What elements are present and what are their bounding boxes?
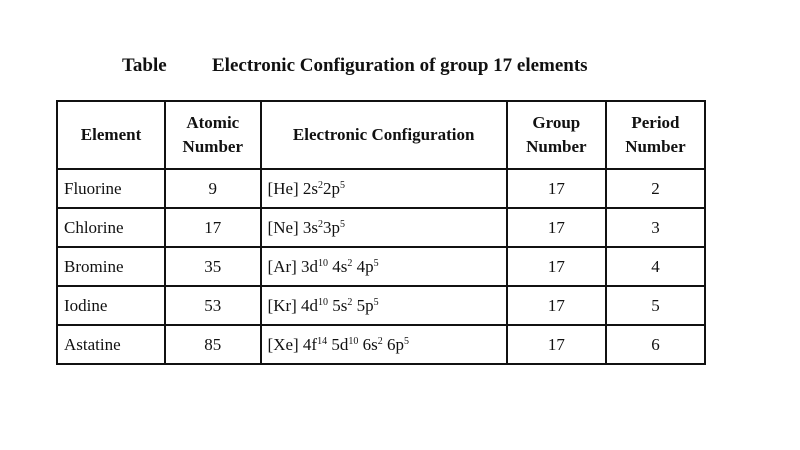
header-atomic-number-line1: Atomic	[186, 113, 240, 132]
configuration-exponent: 5	[403, 335, 409, 347]
header-electronic-configuration: Electronic Configuration	[261, 101, 507, 169]
header-atomic-number-line2: Number	[182, 137, 243, 156]
configuration-exponent: 5	[373, 296, 379, 308]
configuration-orbital: 5d	[327, 334, 349, 354]
cell-atomic-number: 53	[165, 286, 261, 325]
configuration-orbital: 4p	[352, 256, 374, 276]
table-body	[57, 169, 705, 364]
configuration-exponent: 2	[318, 179, 324, 191]
configuration-exponent: 2	[318, 218, 324, 230]
configuration-exponent: 14	[317, 335, 328, 347]
configuration-exponent: 10	[348, 335, 359, 347]
cell-electronic-configuration	[261, 208, 507, 247]
cell-period-number: 5	[606, 286, 705, 325]
cell-atomic-number: 85	[165, 325, 261, 364]
table-row	[57, 325, 705, 364]
table-row	[57, 169, 705, 208]
header-group-number-line1: Group	[532, 113, 581, 132]
header-period-number-line1: Period	[631, 113, 680, 132]
cell-atomic-number: 17	[165, 208, 261, 247]
table-caption	[0, 55, 800, 79]
cell-group-number: 17	[507, 286, 606, 325]
configuration-orbital: [He] 2s	[267, 178, 319, 198]
cell-element: Astatine	[57, 325, 165, 364]
header-period-number	[606, 101, 705, 169]
header-period-number-line2: Number	[625, 137, 686, 156]
cell-group-number: 17	[507, 169, 606, 208]
cell-element: Bromine	[57, 247, 165, 286]
configuration-exponent: 2	[347, 257, 353, 269]
configuration-orbital: 4s	[328, 256, 348, 276]
cell-group-number: 17	[507, 247, 606, 286]
configuration-orbital: 6s	[358, 334, 378, 354]
configuration-orbital: 5s	[328, 295, 348, 315]
configuration-orbital: 6p	[382, 334, 404, 354]
cell-atomic-number: 35	[165, 247, 261, 286]
configuration-text	[268, 218, 346, 237]
cell-element: Chlorine	[57, 208, 165, 247]
cell-electronic-configuration	[261, 286, 507, 325]
configuration-orbital: 5p	[352, 295, 374, 315]
configuration-orbital: [Kr] 4d	[267, 295, 319, 315]
configuration-orbital: 3p	[323, 217, 341, 237]
configuration-exponent: 10	[318, 257, 329, 269]
cell-electronic-configuration	[261, 325, 507, 364]
cell-group-number: 17	[507, 325, 606, 364]
configuration-orbital: [Ne] 3s	[267, 217, 319, 237]
caption-title: Electronic Configuration of group 17 elements	[212, 55, 588, 76]
configuration-exponent: 5	[340, 218, 346, 230]
cell-element: Fluorine	[57, 169, 165, 208]
cell-atomic-number: 9	[165, 169, 261, 208]
cell-electronic-configuration	[261, 169, 507, 208]
table-row	[57, 208, 705, 247]
header-atomic-number	[165, 101, 261, 169]
configuration-text	[268, 179, 346, 198]
header-row	[57, 101, 705, 169]
configuration-exponent: 2	[347, 296, 353, 308]
cell-period-number: 6	[606, 325, 705, 364]
header-element: Element	[57, 101, 165, 169]
configuration-orbital: 2p	[323, 178, 341, 198]
cell-electronic-configuration	[261, 247, 507, 286]
configuration-orbital: [Xe] 4f	[267, 334, 318, 354]
cell-period-number: 2	[606, 169, 705, 208]
electronic-configuration-table	[56, 100, 706, 365]
cell-element: Iodine	[57, 286, 165, 325]
configuration-text	[268, 257, 379, 276]
table-row	[57, 286, 705, 325]
configuration-exponent: 5	[373, 257, 379, 269]
configuration-text	[268, 296, 379, 315]
cell-period-number: 4	[606, 247, 705, 286]
table-row	[57, 247, 705, 286]
configuration-text	[268, 335, 409, 354]
configuration-exponent: 5	[340, 179, 346, 191]
configuration-exponent: 10	[318, 296, 329, 308]
configuration-exponent: 2	[377, 335, 383, 347]
cell-group-number: 17	[507, 208, 606, 247]
header-group-number-line2: Number	[526, 137, 587, 156]
header-group-number	[507, 101, 606, 169]
configuration-orbital: [Ar] 3d	[267, 256, 319, 276]
caption-label: Table	[122, 55, 167, 76]
cell-period-number: 3	[606, 208, 705, 247]
